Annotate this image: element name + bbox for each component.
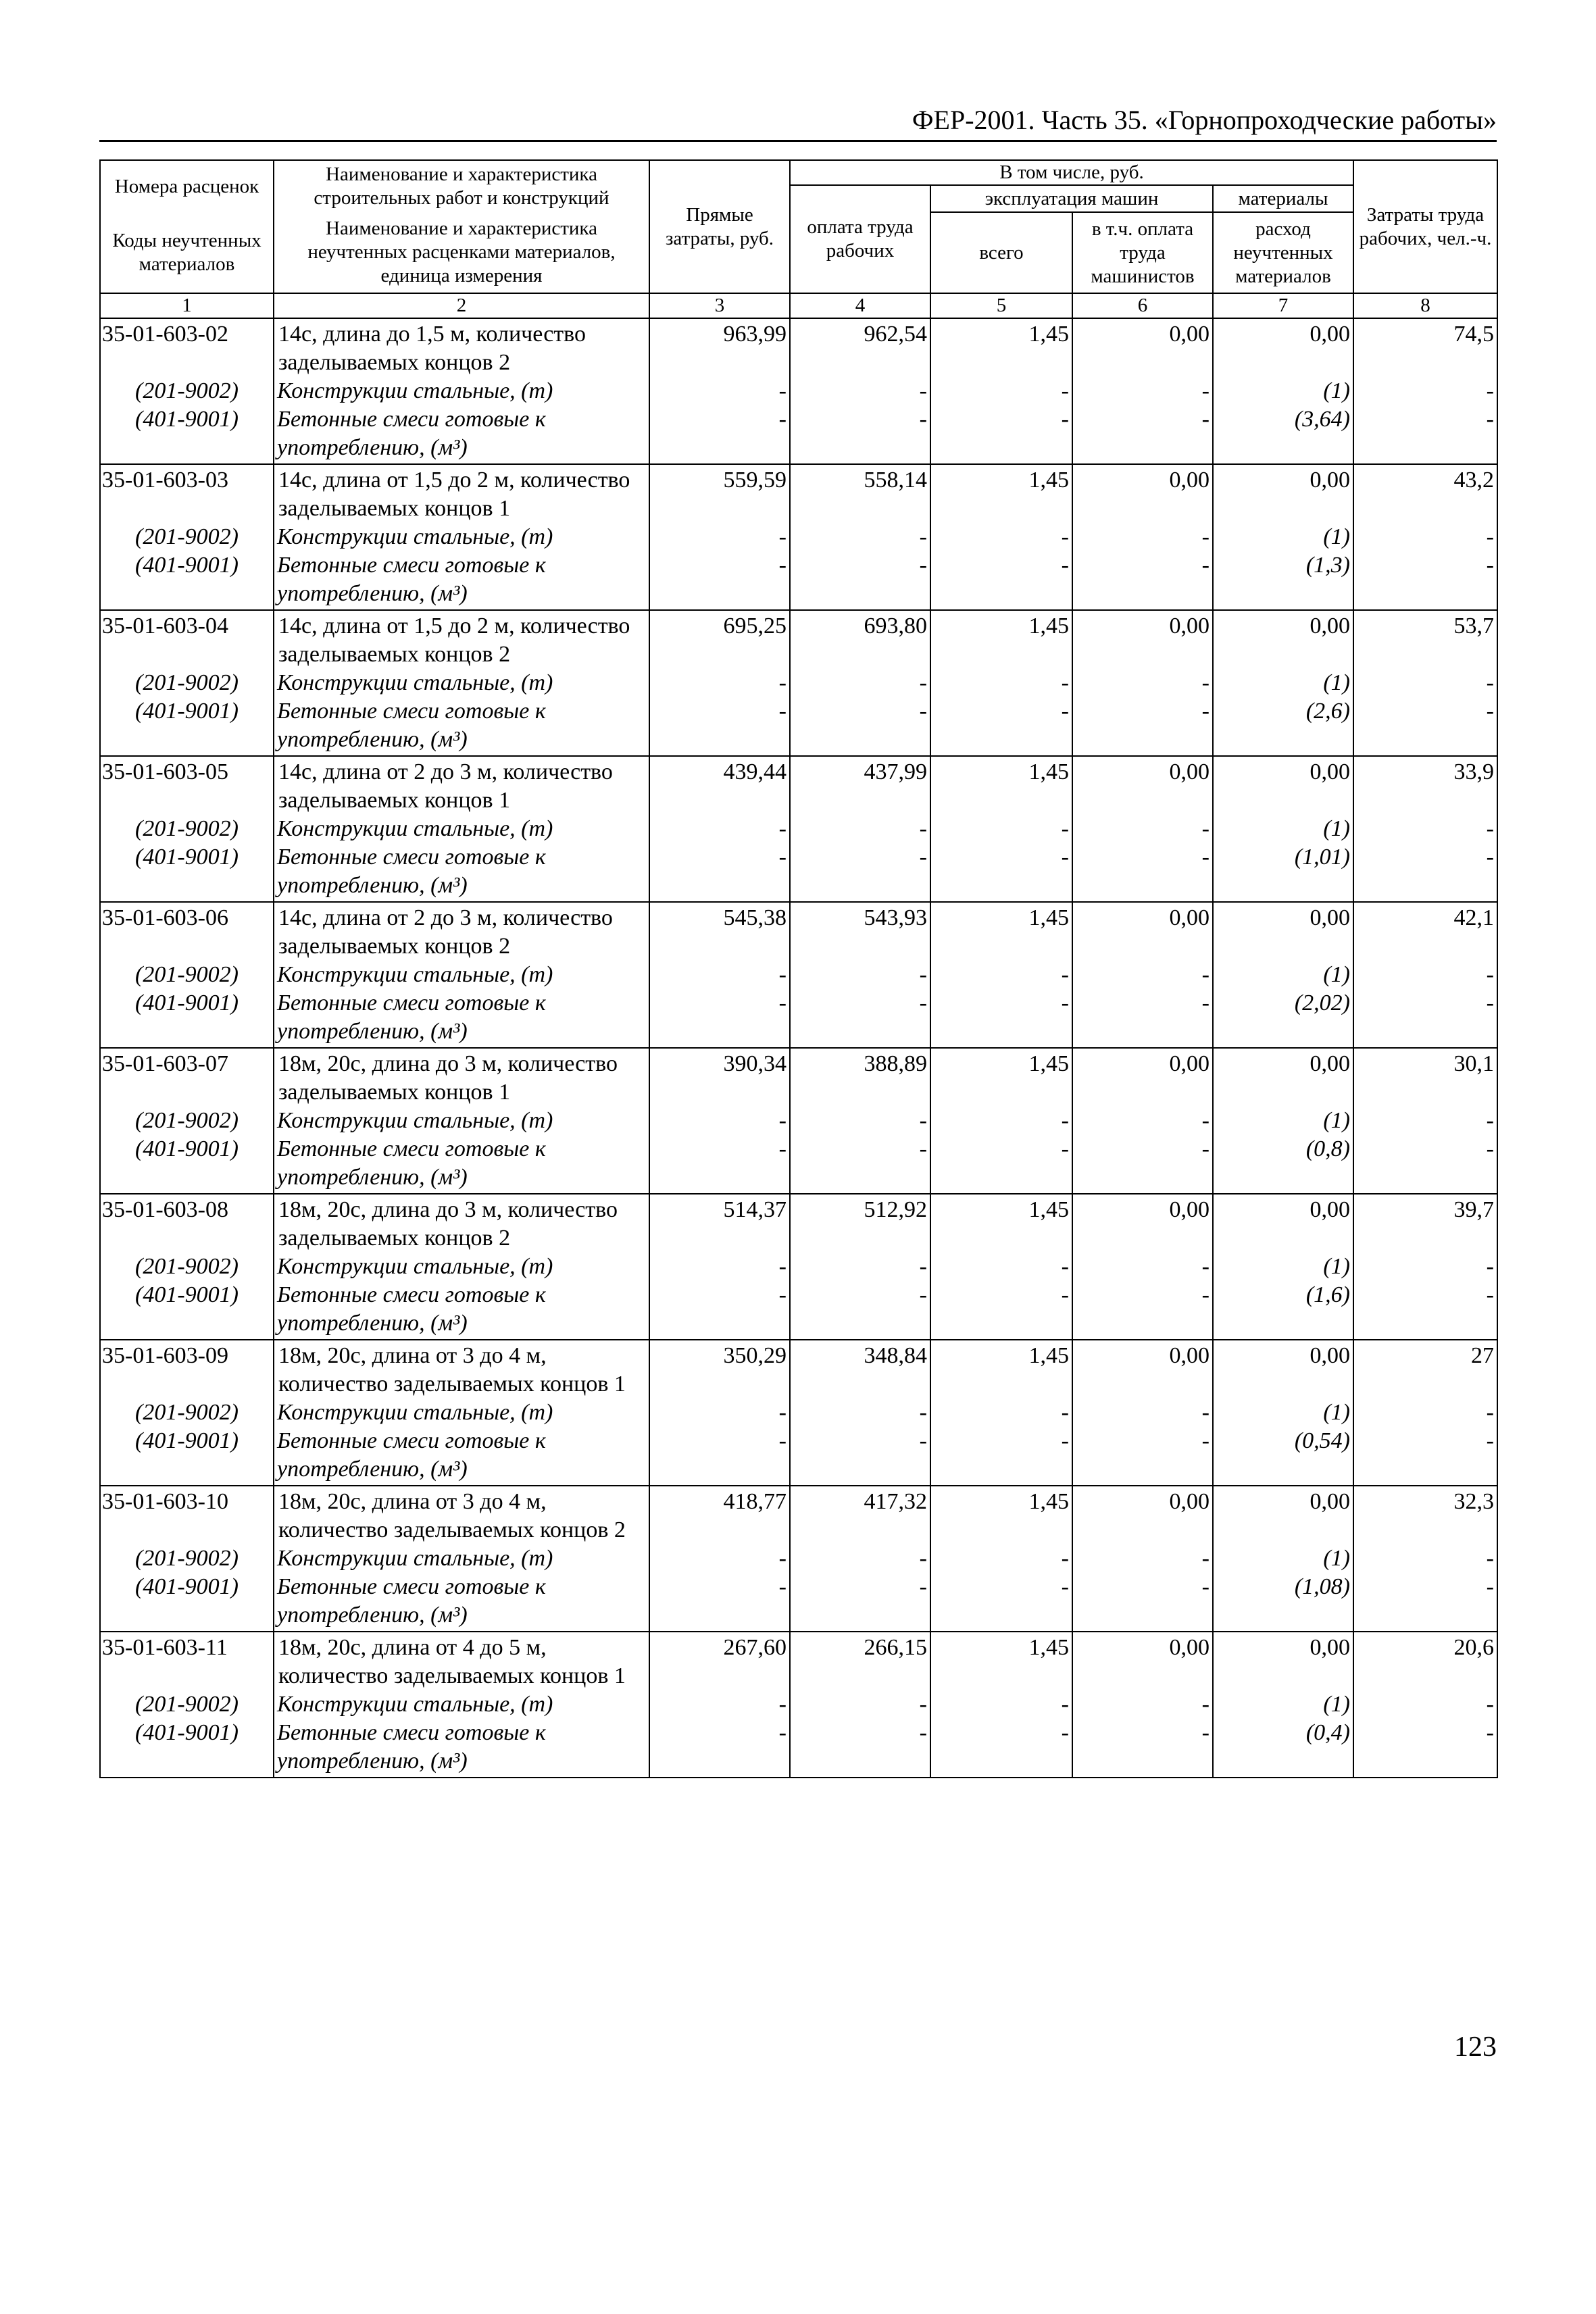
material-name: Конструкции стальные, (т) xyxy=(274,1107,649,1135)
material-col3: - xyxy=(649,989,790,1048)
material-col3: - xyxy=(649,1135,790,1194)
rate-code: 35-01-603-11 xyxy=(100,1632,274,1690)
machines-total: 1,45 xyxy=(930,1632,1072,1690)
header-material-usage: расход неучтенных материалов xyxy=(1213,212,1353,293)
machinist-pay: 0,00 xyxy=(1072,902,1213,961)
table-row xyxy=(100,756,1497,815)
material-col3: - xyxy=(649,1573,790,1632)
header-machinist-pay: в т.ч. оплата труда машинистов xyxy=(1072,212,1213,293)
material-usage: (1,01) xyxy=(1213,843,1353,902)
material-col4: - xyxy=(790,405,930,464)
material-code: (401-9001) xyxy=(100,1719,274,1778)
materials-cost: 0,00 xyxy=(1213,1340,1353,1399)
material-row xyxy=(100,1399,1497,1427)
material-col6: - xyxy=(1072,1281,1213,1340)
material-usage: (0,8) xyxy=(1213,1135,1353,1194)
material-col8: - xyxy=(1353,377,1497,405)
material-usage: (1) xyxy=(1213,669,1353,697)
material-col5: - xyxy=(930,551,1072,610)
material-name: Бетонные смеси готовые к употреблению, (м³) xyxy=(274,1281,649,1340)
table-row xyxy=(100,1486,1497,1544)
material-col6: - xyxy=(1072,1399,1213,1427)
material-row xyxy=(100,989,1497,1048)
material-col4: - xyxy=(790,1281,930,1340)
header-work-name: Наименование и характеристика строительных работ и конструкций xyxy=(274,160,649,212)
rate-code: 35-01-603-05 xyxy=(100,756,274,815)
material-col5: - xyxy=(930,1399,1072,1427)
material-col6: - xyxy=(1072,1107,1213,1135)
material-row xyxy=(100,1253,1497,1281)
material-usage: (1) xyxy=(1213,523,1353,551)
material-usage: (1) xyxy=(1213,377,1353,405)
labor-pay: 512,92 xyxy=(790,1194,930,1253)
material-col8: - xyxy=(1353,1544,1497,1573)
material-usage: (2,6) xyxy=(1213,697,1353,756)
material-col5: - xyxy=(930,697,1072,756)
rate-description: 18м, 20с, длина от 3 до 4 м, количество заделываемых концов 2 xyxy=(274,1486,649,1544)
material-usage: (1) xyxy=(1213,1107,1353,1135)
material-usage: (1) xyxy=(1213,961,1353,989)
material-usage: (1,08) xyxy=(1213,1573,1353,1632)
material-col5: - xyxy=(930,843,1072,902)
rate-description: 14с, длина от 1,5 до 2 м, количество заделываемых концов 1 xyxy=(274,464,649,523)
labor-hours: 32,3 xyxy=(1353,1486,1497,1544)
material-code: (401-9001) xyxy=(100,551,274,610)
labor-hours: 20,6 xyxy=(1353,1632,1497,1690)
rate-code: 35-01-603-09 xyxy=(100,1340,274,1399)
material-col6: - xyxy=(1072,1135,1213,1194)
header-rate-number: Номера расценок xyxy=(100,160,274,212)
material-col4: - xyxy=(790,551,930,610)
material-row xyxy=(100,815,1497,843)
material-col5: - xyxy=(930,989,1072,1048)
materials-cost: 0,00 xyxy=(1213,756,1353,815)
materials-cost: 0,00 xyxy=(1213,1048,1353,1107)
machinist-pay: 0,00 xyxy=(1072,464,1213,523)
header-material-codes: Коды неучтенных материалов xyxy=(100,212,274,293)
material-col3: - xyxy=(649,405,790,464)
material-col8: - xyxy=(1353,1399,1497,1427)
material-name: Конструкции стальные, (т) xyxy=(274,815,649,843)
direct-costs: 267,60 xyxy=(649,1632,790,1690)
material-col4: - xyxy=(790,1719,930,1778)
material-col4: - xyxy=(790,669,930,697)
material-col5: - xyxy=(930,1544,1072,1573)
header-materials: материалы xyxy=(1213,185,1353,212)
material-col8: - xyxy=(1353,1253,1497,1281)
machines-total: 1,45 xyxy=(930,610,1072,669)
material-row xyxy=(100,961,1497,989)
material-code: (201-9002) xyxy=(100,815,274,843)
header-machines: эксплуатация машин xyxy=(930,185,1213,212)
materials-cost: 0,00 xyxy=(1213,902,1353,961)
material-col3: - xyxy=(649,523,790,551)
material-col6: - xyxy=(1072,989,1213,1048)
rate-code: 35-01-603-06 xyxy=(100,902,274,961)
material-code: (201-9002) xyxy=(100,1399,274,1427)
col-number: 7 xyxy=(1213,293,1353,318)
machinist-pay: 0,00 xyxy=(1072,756,1213,815)
material-col3: - xyxy=(649,815,790,843)
material-col5: - xyxy=(930,1573,1072,1632)
header-machines-total: всего xyxy=(930,212,1072,293)
material-usage: (1) xyxy=(1213,1399,1353,1427)
material-col4: - xyxy=(790,843,930,902)
labor-hours: 74,5 xyxy=(1353,318,1497,377)
material-name: Конструкции стальные, (т) xyxy=(274,523,649,551)
materials-cost: 0,00 xyxy=(1213,1486,1353,1544)
material-col4: - xyxy=(790,989,930,1048)
material-code: (201-9002) xyxy=(100,377,274,405)
materials-cost: 0,00 xyxy=(1213,1194,1353,1253)
material-col4: - xyxy=(790,961,930,989)
materials-cost: 0,00 xyxy=(1213,318,1353,377)
labor-hours: 39,7 xyxy=(1353,1194,1497,1253)
rate-code: 35-01-603-02 xyxy=(100,318,274,377)
material-col8: - xyxy=(1353,1719,1497,1778)
labor-hours: 33,9 xyxy=(1353,756,1497,815)
labor-pay: 962,54 xyxy=(790,318,930,377)
material-name: Конструкции стальные, (т) xyxy=(274,1690,649,1719)
material-col4: - xyxy=(790,1399,930,1427)
machinist-pay: 0,00 xyxy=(1072,1048,1213,1107)
col-number: 4 xyxy=(790,293,930,318)
header-material-names: Наименование и характеристика неучтенных расценками материалов, единица измерения xyxy=(274,212,649,293)
material-row xyxy=(100,405,1497,464)
materials-cost: 0,00 xyxy=(1213,610,1353,669)
rate-code: 35-01-603-04 xyxy=(100,610,274,669)
rate-code: 35-01-603-10 xyxy=(100,1486,274,1544)
material-code: (201-9002) xyxy=(100,1107,274,1135)
material-col4: - xyxy=(790,1573,930,1632)
rate-code: 35-01-603-07 xyxy=(100,1048,274,1107)
material-col5: - xyxy=(930,1135,1072,1194)
material-usage: (3,64) xyxy=(1213,405,1353,464)
material-usage: (0,54) xyxy=(1213,1427,1353,1486)
machines-total: 1,45 xyxy=(930,756,1072,815)
material-usage: (1) xyxy=(1213,1253,1353,1281)
material-name: Бетонные смеси готовые к употреблению, (м³) xyxy=(274,843,649,902)
material-col6: - xyxy=(1072,523,1213,551)
rate-description: 14с, длина от 2 до 3 м, количество заделываемых концов 1 xyxy=(274,756,649,815)
labor-hours: 30,1 xyxy=(1353,1048,1497,1107)
material-row xyxy=(100,1281,1497,1340)
col-number: 5 xyxy=(930,293,1072,318)
labor-pay: 558,14 xyxy=(790,464,930,523)
material-col6: - xyxy=(1072,843,1213,902)
table-body xyxy=(100,318,1497,1778)
table-row xyxy=(100,464,1497,523)
material-col5: - xyxy=(930,1427,1072,1486)
machines-total: 1,45 xyxy=(930,1194,1072,1253)
rate-description: 18м, 20с, длина до 3 м, количество заделываемых концов 2 xyxy=(274,1194,649,1253)
material-col3: - xyxy=(649,1107,790,1135)
direct-costs: 963,99 xyxy=(649,318,790,377)
material-col3: - xyxy=(649,843,790,902)
material-row xyxy=(100,1544,1497,1573)
material-col8: - xyxy=(1353,843,1497,902)
material-usage: (1) xyxy=(1213,815,1353,843)
material-name: Бетонные смеси готовые к употреблению, (м³) xyxy=(274,551,649,610)
material-col6: - xyxy=(1072,669,1213,697)
direct-costs: 350,29 xyxy=(649,1340,790,1399)
material-row xyxy=(100,1427,1497,1486)
material-row xyxy=(100,1690,1497,1719)
material-usage: (0,4) xyxy=(1213,1719,1353,1778)
material-name: Бетонные смеси готовые к употреблению, (м³) xyxy=(274,989,649,1048)
material-col5: - xyxy=(930,1253,1072,1281)
material-code: (401-9001) xyxy=(100,1573,274,1632)
machinist-pay: 0,00 xyxy=(1072,1194,1213,1253)
direct-costs: 545,38 xyxy=(649,902,790,961)
labor-pay: 388,89 xyxy=(790,1048,930,1107)
labor-pay: 693,80 xyxy=(790,610,930,669)
material-code: (401-9001) xyxy=(100,405,274,464)
col-number: 3 xyxy=(649,293,790,318)
material-code: (201-9002) xyxy=(100,1544,274,1573)
material-col4: - xyxy=(790,377,930,405)
material-col8: - xyxy=(1353,1690,1497,1719)
material-row xyxy=(100,1107,1497,1135)
material-name: Бетонные смеси готовые к употреблению, (м³) xyxy=(274,405,649,464)
rate-description: 18м, 20с, длина от 4 до 5 м, количество заделываемых концов 1 xyxy=(274,1632,649,1690)
material-col5: - xyxy=(930,405,1072,464)
material-col8: - xyxy=(1353,1135,1497,1194)
material-col3: - xyxy=(649,1690,790,1719)
machines-total: 1,45 xyxy=(930,1340,1072,1399)
machinist-pay: 0,00 xyxy=(1072,610,1213,669)
rate-description: 14с, длина от 2 до 3 м, количество заделываемых концов 2 xyxy=(274,902,649,961)
material-col4: - xyxy=(790,1544,930,1573)
material-col6: - xyxy=(1072,1690,1213,1719)
material-usage: (1) xyxy=(1213,1690,1353,1719)
material-row xyxy=(100,1135,1497,1194)
material-col3: - xyxy=(649,1427,790,1486)
material-name: Конструкции стальные, (т) xyxy=(274,669,649,697)
material-col8: - xyxy=(1353,1427,1497,1486)
machines-total: 1,45 xyxy=(930,902,1072,961)
material-col6: - xyxy=(1072,1253,1213,1281)
material-col8: - xyxy=(1353,961,1497,989)
page-number: 123 xyxy=(1454,2032,1497,2063)
material-col8: - xyxy=(1353,1573,1497,1632)
material-row xyxy=(100,669,1497,697)
rate-code: 35-01-603-03 xyxy=(100,464,274,523)
header-direct-costs: Прямые затраты, руб. xyxy=(649,160,790,293)
material-col5: - xyxy=(930,669,1072,697)
material-code: (401-9001) xyxy=(100,989,274,1048)
material-row xyxy=(100,697,1497,756)
direct-costs: 418,77 xyxy=(649,1486,790,1544)
table-row xyxy=(100,902,1497,961)
labor-pay: 266,15 xyxy=(790,1632,930,1690)
rate-description: 14с, длина от 1,5 до 2 м, количество заделываемых концов 2 xyxy=(274,610,649,669)
material-code: (401-9001) xyxy=(100,697,274,756)
material-row xyxy=(100,843,1497,902)
material-name: Конструкции стальные, (т) xyxy=(274,377,649,405)
col-number: 8 xyxy=(1353,293,1497,318)
material-name: Конструкции стальные, (т) xyxy=(274,1253,649,1281)
material-name: Бетонные смеси готовые к употреблению, (м³) xyxy=(274,1573,649,1632)
material-col6: - xyxy=(1072,1427,1213,1486)
material-col8: - xyxy=(1353,1281,1497,1340)
labor-hours: 53,7 xyxy=(1353,610,1497,669)
material-code: (401-9001) xyxy=(100,1281,274,1340)
material-code: (201-9002) xyxy=(100,669,274,697)
material-col6: - xyxy=(1072,551,1213,610)
material-row xyxy=(100,377,1497,405)
material-col6: - xyxy=(1072,1544,1213,1573)
material-name: Конструкции стальные, (т) xyxy=(274,1544,649,1573)
direct-costs: 390,34 xyxy=(649,1048,790,1107)
material-name: Бетонные смеси готовые к употреблению, (м³) xyxy=(274,1719,649,1778)
machinist-pay: 0,00 xyxy=(1072,1486,1213,1544)
material-col5: - xyxy=(930,1690,1072,1719)
rate-code: 35-01-603-08 xyxy=(100,1194,274,1253)
material-name: Бетонные смеси готовые к употреблению, (м³) xyxy=(274,1427,649,1486)
material-code: (401-9001) xyxy=(100,1135,274,1194)
material-col5: - xyxy=(930,815,1072,843)
material-code: (201-9002) xyxy=(100,523,274,551)
machinist-pay: 0,00 xyxy=(1072,1340,1213,1399)
material-col4: - xyxy=(790,697,930,756)
materials-cost: 0,00 xyxy=(1213,1632,1353,1690)
header-incl-group: В том числе, руб. xyxy=(790,160,1353,185)
direct-costs: 695,25 xyxy=(649,610,790,669)
materials-cost: 0,00 xyxy=(1213,464,1353,523)
material-col8: - xyxy=(1353,989,1497,1048)
labor-hours: 42,1 xyxy=(1353,902,1497,961)
material-code: (201-9002) xyxy=(100,1690,274,1719)
material-code: (201-9002) xyxy=(100,961,274,989)
material-col5: - xyxy=(930,377,1072,405)
material-col6: - xyxy=(1072,1573,1213,1632)
material-col3: - xyxy=(649,1544,790,1573)
material-col4: - xyxy=(790,523,930,551)
material-name: Бетонные смеси готовые к употреблению, (м³) xyxy=(274,697,649,756)
material-col4: - xyxy=(790,1107,930,1135)
col-number: 2 xyxy=(274,293,649,318)
machinist-pay: 0,00 xyxy=(1072,318,1213,377)
material-col6: - xyxy=(1072,405,1213,464)
rate-description: 14с, длина до 1,5 м, количество заделываемых концов 2 xyxy=(274,318,649,377)
machines-total: 1,45 xyxy=(930,464,1072,523)
material-col4: - xyxy=(790,1427,930,1486)
rate-description: 18м, 20с, длина от 3 до 4 м, количество заделываемых концов 1 xyxy=(274,1340,649,1399)
material-code: (201-9002) xyxy=(100,1253,274,1281)
material-col5: - xyxy=(930,961,1072,989)
header-rule xyxy=(99,140,1497,142)
direct-costs: 439,44 xyxy=(649,756,790,815)
material-col3: - xyxy=(649,961,790,989)
machinist-pay: 0,00 xyxy=(1072,1632,1213,1690)
material-col8: - xyxy=(1353,1107,1497,1135)
labor-hours: 43,2 xyxy=(1353,464,1497,523)
material-col3: - xyxy=(649,697,790,756)
machines-total: 1,45 xyxy=(930,318,1072,377)
page-header-title: ФЕР-2001. Часть 35. «Горнопроходческие работы» xyxy=(912,105,1497,135)
material-code: (401-9001) xyxy=(100,1427,274,1486)
material-col4: - xyxy=(790,1135,930,1194)
table-row xyxy=(100,1194,1497,1253)
material-col5: - xyxy=(930,1107,1072,1135)
material-code: (401-9001) xyxy=(100,843,274,902)
material-usage: (1,6) xyxy=(1213,1281,1353,1340)
table-row xyxy=(100,318,1497,377)
labor-pay: 348,84 xyxy=(790,1340,930,1399)
material-row xyxy=(100,1719,1497,1778)
material-col5: - xyxy=(930,1281,1072,1340)
labor-pay: 543,93 xyxy=(790,902,930,961)
rate-description: 18м, 20с, длина до 3 м, количество заделываемых концов 1 xyxy=(274,1048,649,1107)
table-row xyxy=(100,1048,1497,1107)
labor-pay: 437,99 xyxy=(790,756,930,815)
material-col6: - xyxy=(1072,961,1213,989)
material-row xyxy=(100,1573,1497,1632)
rates-table xyxy=(99,159,1498,1778)
col-number: 1 xyxy=(100,293,274,318)
material-col6: - xyxy=(1072,815,1213,843)
direct-costs: 514,37 xyxy=(649,1194,790,1253)
material-usage: (2,02) xyxy=(1213,989,1353,1048)
material-col5: - xyxy=(930,1719,1072,1778)
material-col3: - xyxy=(649,1399,790,1427)
machines-total: 1,45 xyxy=(930,1048,1072,1107)
table-row xyxy=(100,610,1497,669)
header-labor-pay: оплата труда рабочих xyxy=(790,185,930,293)
material-col6: - xyxy=(1072,697,1213,756)
header-labor-hours: Затраты труда рабочих, чел.-ч. xyxy=(1353,160,1497,293)
material-col3: - xyxy=(649,377,790,405)
material-col3: - xyxy=(649,551,790,610)
material-row xyxy=(100,523,1497,551)
material-col8: - xyxy=(1353,815,1497,843)
direct-costs: 559,59 xyxy=(649,464,790,523)
material-col6: - xyxy=(1072,1719,1213,1778)
material-col3: - xyxy=(649,1253,790,1281)
material-col8: - xyxy=(1353,551,1497,610)
material-name: Конструкции стальные, (т) xyxy=(274,1399,649,1427)
material-col6: - xyxy=(1072,377,1213,405)
material-col5: - xyxy=(930,523,1072,551)
col-number: 6 xyxy=(1072,293,1213,318)
table-row xyxy=(100,1632,1497,1690)
material-col4: - xyxy=(790,1690,930,1719)
material-col8: - xyxy=(1353,697,1497,756)
material-name: Бетонные смеси готовые к употреблению, (м³) xyxy=(274,1135,649,1194)
material-col3: - xyxy=(649,669,790,697)
machines-total: 1,45 xyxy=(930,1486,1072,1544)
material-usage: (1) xyxy=(1213,1544,1353,1573)
material-name: Конструкции стальные, (т) xyxy=(274,961,649,989)
material-col3: - xyxy=(649,1281,790,1340)
labor-pay: 417,32 xyxy=(790,1486,930,1544)
material-col4: - xyxy=(790,815,930,843)
material-row xyxy=(100,551,1497,610)
material-col4: - xyxy=(790,1253,930,1281)
material-col8: - xyxy=(1353,405,1497,464)
material-col8: - xyxy=(1353,669,1497,697)
material-col8: - xyxy=(1353,523,1497,551)
labor-hours: 27 xyxy=(1353,1340,1497,1399)
material-usage: (1,3) xyxy=(1213,551,1353,610)
material-col3: - xyxy=(649,1719,790,1778)
table-row xyxy=(100,1340,1497,1399)
